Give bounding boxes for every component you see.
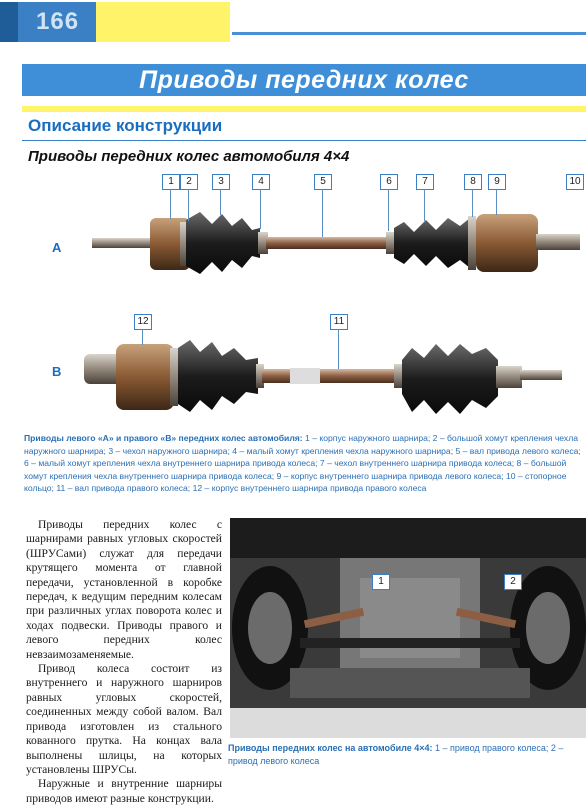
subsection-title: Описание конструкции: [28, 116, 223, 135]
callout-leader: [424, 189, 425, 221]
header-yellow-tab: [96, 2, 230, 42]
callout-4: 4: [252, 174, 270, 190]
drive-shaft-left: [92, 212, 580, 274]
header-rule: [232, 32, 586, 35]
callout-1: 1: [162, 174, 180, 190]
section-title: Приводы передних колес: [139, 66, 469, 94]
photo-callout-1: 1: [372, 574, 390, 590]
figure-caption: [24, 432, 586, 495]
callout-8: 8: [464, 174, 482, 190]
callout-leader: [388, 189, 389, 231]
figure-caption-text: 1 – корпус наружного шарнира; 2 – большой хомут крепления чехла наружного шарнира; 3 – чехол наружного шарнира; 4 – малый хомут крепления чехла наружного шарнира; 5 – вал привода левого колеса; 6 – малый хомут крепления чехла внутреннего шарнира привода колеса; 7 – чехол внутреннего шарнира привода колеса; 8 – большой хомут крепления чехла внутреннего шарнира привода колеса; 9 – корпус внутреннего шарнира привода левого колеса; 10 – стопорное кольцо; 11 – вал привода правого колеса; 12 – корпус внутреннего шарнира привода правого колеса: [24, 433, 581, 493]
callout-7: 7: [416, 174, 434, 190]
callout-leader: [472, 189, 473, 217]
drive-shaft-right: [84, 340, 562, 414]
row-label-b: B: [52, 364, 62, 379]
photo-callout-2: 2: [504, 574, 522, 590]
callout-leader: [142, 329, 143, 345]
figure-caption-lead: Приводы левого «А» и правого «В» передних колес автомобиля:: [24, 433, 303, 443]
body-paragraph: Привод колеса состоит из внутреннего и наружного шарниров равных угловых скоростей, соединенных между собой валом. Вал привода изготовлен из стального кованного прутка. На концах вала выполнены шлицы, на которых установлены ШРУСы.: [26, 662, 222, 776]
callout-leader: [322, 189, 323, 237]
callout-11: 11: [330, 314, 348, 330]
callout-leader: [496, 189, 497, 215]
body-text: [26, 518, 222, 806]
figure-title: Приводы передних колес автомобиля 4×4: [28, 148, 350, 165]
callout-9: 9: [488, 174, 506, 190]
callout-leader: [338, 329, 339, 369]
subsection-rule: [22, 140, 586, 141]
photo-caption-text: 1 – привод правого колеса; 2 – привод левого колеса: [228, 743, 564, 766]
body-paragraph: Наружные и внутренние шарниры приводов имеют разные конструкции.: [26, 777, 222, 805]
page-number: 166: [36, 8, 80, 35]
drive-shafts-figure: [0, 168, 586, 430]
callout-5: 5: [314, 174, 332, 190]
row-label-a: A: [52, 240, 62, 255]
callout-2: 2: [180, 174, 198, 190]
callout-3: 3: [212, 174, 230, 190]
drive-shafts-illustration: [0, 168, 586, 430]
callout-leader: [188, 189, 189, 221]
body-paragraph: Приводы передних колес с шарнирами равных угловых скоростей (ШРУСами) служат для передачи крутящего момента от главной передачи, установленной в коробке передач, к ведущим передним колесам при различных углах поворота колес и ходах подвески. Приводы правого и левого передних колес невзаимозаменяемые.: [26, 518, 222, 661]
underbody-photo: [230, 518, 586, 738]
section-accent-bar: [22, 106, 586, 112]
callout-12: 12: [134, 314, 152, 330]
callout-leader: [260, 189, 261, 229]
callout-6: 6: [380, 174, 398, 190]
callout-10: 10: [566, 174, 584, 190]
callout-leader: [220, 189, 221, 215]
underbody-illustration: [230, 518, 586, 738]
callout-leader: [170, 189, 171, 219]
photo-caption: [228, 742, 586, 767]
photo-caption-lead: Приводы передних колес на автомобиле 4×4:: [228, 743, 433, 753]
